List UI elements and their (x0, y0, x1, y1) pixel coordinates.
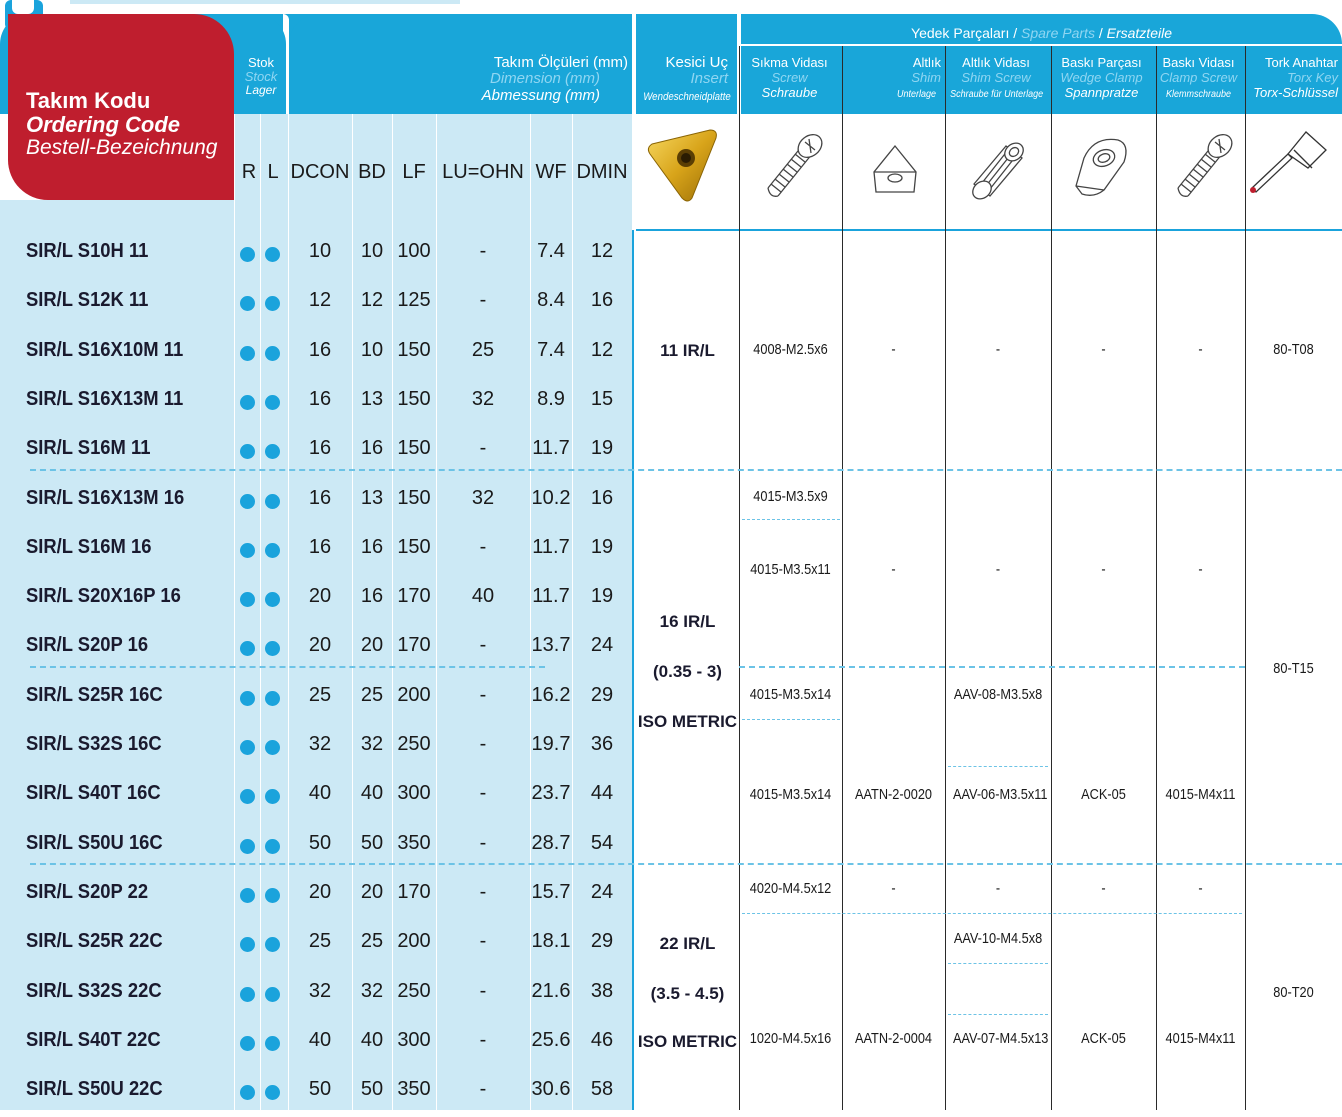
table-row (0, 970, 632, 1019)
g2-shim-screw-a: - (995, 561, 1001, 578)
col-bd: BD (358, 161, 386, 183)
lf: 150 (397, 387, 431, 410)
insert-g3-range: (3.5 - 4.5) (650, 984, 725, 1003)
ordering-code: SIR/L S12K 11 (26, 289, 149, 312)
stock-l-dot (265, 346, 280, 361)
bd: 16 (360, 585, 384, 608)
table-row (0, 772, 632, 821)
lu-ohn: 32 (471, 387, 495, 410)
divider (1156, 46, 1157, 1110)
ordering-code: SIR/L S40T 22C (26, 1028, 161, 1051)
g1-clamp-screw: - (1198, 341, 1203, 358)
divider (392, 114, 393, 1110)
cell-separator (742, 719, 840, 720)
col-dmin: DMIN (576, 161, 628, 183)
stock-l-dot (265, 740, 280, 755)
spare-col-2-tr: Altlık Vidası (962, 55, 1030, 70)
g3-shim-screw-c: AAV-07-M4.5x13 (952, 1030, 1049, 1047)
screw-icon (756, 128, 828, 208)
stock-r-dot (240, 839, 255, 854)
dcon: 50 (308, 1078, 332, 1101)
g3-screw-b: 1020-M4.5x16 (749, 1030, 832, 1047)
lu-ohn: - (479, 289, 487, 312)
g2-shim-a: - (891, 561, 896, 578)
dcon: 12 (308, 289, 332, 312)
header-image-row-line (636, 229, 1342, 231)
g2-screw-b: 4015-M3.5x11 (750, 561, 831, 578)
spare-parts-sep: / (1098, 25, 1103, 41)
shim-screw-icon (960, 128, 1032, 208)
g1-key: 80-T08 (1273, 341, 1314, 358)
insert-g2-std: ISO METRIC (637, 712, 738, 731)
g2-key: 80-T15 (1273, 660, 1314, 677)
bd: 50 (360, 1078, 384, 1101)
stock-l-dot (265, 987, 280, 1002)
lu-ohn: - (479, 733, 487, 755)
bd: 12 (360, 289, 384, 312)
group-separator (30, 469, 1342, 471)
subgroup-separator (30, 666, 545, 668)
dcon: 32 (308, 733, 332, 755)
dmin: 15 (590, 387, 614, 410)
lu-ohn: - (479, 437, 487, 460)
dcon: 40 (308, 782, 332, 805)
divider (945, 46, 946, 1110)
stock-l-dot (265, 888, 280, 903)
ordering-code: SIR/L S40T 16C (26, 782, 161, 805)
stock-l-dot (265, 789, 280, 804)
lu-ohn: 25 (471, 338, 495, 361)
stock-l-dot (265, 937, 280, 952)
lf: 100 (397, 240, 431, 262)
g2-screw-d: 4015-M3.5x14 (749, 786, 832, 803)
divider (1051, 46, 1052, 1110)
lf: 350 (397, 1078, 431, 1101)
col-lu-ohn: LU=OHN (442, 161, 524, 183)
wf: 28.7 (531, 831, 571, 854)
lu-ohn: - (479, 240, 487, 262)
corner-tab-notch (12, 0, 34, 14)
dcon: 32 (308, 979, 332, 1002)
g2-shim-b: AATN-2-0020 (854, 786, 933, 803)
dimension-label-en: Dimension (mm) (489, 70, 600, 87)
wf: 15.7 (531, 880, 571, 903)
divider (436, 114, 437, 1110)
g3-clamp-screw-a: - (1198, 880, 1203, 897)
spare-parts-tr: Yedek Parçaları / (911, 25, 1018, 41)
lu-ohn: 32 (471, 486, 495, 509)
stock-r-dot (240, 691, 255, 706)
col-wf: WF (535, 161, 567, 183)
bd: 16 (360, 437, 384, 460)
wf: 11.7 (532, 585, 570, 608)
g2-clamp-a: - (1101, 561, 1106, 578)
stock-l-dot (265, 592, 280, 607)
divider (739, 46, 740, 1110)
dmin: 58 (590, 1078, 614, 1101)
dmin: 16 (590, 289, 614, 312)
table-row (0, 378, 632, 427)
stock-l-dot (265, 494, 280, 509)
spare-col-4-en: Clamp Screw (1159, 70, 1238, 85)
bd: 50 (360, 831, 384, 854)
stock-l-dot (265, 1036, 280, 1051)
dcon: 25 (308, 930, 332, 953)
stock-r-dot (240, 247, 255, 262)
stock-l-dot (265, 839, 280, 854)
stock-r-dot (240, 987, 255, 1002)
wf: 8.4 (537, 289, 565, 312)
lu-ohn: - (479, 831, 487, 854)
lf: 200 (397, 683, 431, 706)
g1-screw: 4008-M2.5x6 (753, 341, 828, 358)
lf: 125 (397, 289, 431, 312)
g2-clamp-screw-b: 4015-M4x11 (1165, 786, 1236, 803)
spare-col-0-tr: Sıkma Vidası (751, 55, 828, 70)
stock-r-dot (240, 592, 255, 607)
bd: 13 (360, 387, 384, 410)
dmin: 36 (590, 733, 614, 755)
g3-shim-screw-b: AAV-10-M4.5x8 (953, 930, 1043, 947)
subgroup-separator (739, 666, 1245, 668)
g3-shim-screw-a: - (995, 880, 1001, 897)
ordering-code: SIR/L S50U 22C (26, 1078, 163, 1101)
wf: 13.7 (531, 634, 571, 657)
table-row (0, 526, 632, 575)
ordering-code: SIR/L S25R 22C (26, 930, 163, 953)
ordering-code: SIR/L S16M 11 (26, 437, 151, 460)
divider (1245, 46, 1246, 1110)
lu-ohn: - (479, 930, 487, 953)
spare-col-5-en: Torx Key (1287, 70, 1338, 85)
wf: 11.7 (532, 535, 570, 558)
lu-ohn: - (479, 535, 487, 558)
stock-r-dot (240, 937, 255, 952)
wf: 21.6 (531, 979, 571, 1002)
insert-label-de: Wendeschneidplatte (643, 91, 731, 103)
bd: 32 (360, 979, 384, 1002)
dmin: 19 (590, 437, 614, 460)
stock-l-dot (265, 543, 280, 558)
ordering-code-de: Bestell-Bezeichnung (26, 136, 218, 159)
g2-shim-screw-b: AAV-08-M3.5x8 (953, 686, 1043, 703)
spare-col-1-de: Unterlage (897, 89, 937, 100)
dmin: 19 (590, 535, 614, 558)
spare-col-4-tr: Baskı Vidası (1162, 55, 1235, 70)
lf: 250 (397, 733, 431, 755)
wf: 25.6 (531, 1028, 571, 1051)
spare-col-4-de: Klemmschraube (1165, 89, 1232, 100)
ordering-code: SIR/L S16X13M 11 (26, 387, 184, 410)
g3-clamp-a: - (1101, 880, 1106, 897)
g2-clamp-b: ACK-05 (1081, 786, 1126, 803)
stock-label-de: Lager (245, 83, 277, 97)
bd: 13 (360, 486, 384, 509)
ordering-code: SIR/L S20P 16 (26, 634, 149, 657)
spare-col-1-en: Shim (911, 70, 941, 85)
dimension-label-de: Abmessung (mm) (481, 87, 600, 104)
dmin: 29 (590, 930, 614, 953)
stock-r-dot (240, 494, 255, 509)
stock-l-dot (265, 691, 280, 706)
divider (530, 114, 531, 1110)
lf: 150 (397, 535, 431, 558)
insert-image (644, 124, 726, 210)
g3-shim-b: AATN-2-0004 (854, 1030, 933, 1047)
dcon: 16 (308, 535, 332, 558)
insert-label-en: Insert (690, 70, 728, 87)
table-row (0, 477, 632, 526)
lu-ohn: - (479, 634, 487, 657)
lu-ohn: - (479, 782, 487, 805)
stock-r-dot (240, 444, 255, 459)
divider (352, 114, 353, 1110)
spare-col-3-tr: Baskı Parçası (1061, 55, 1142, 70)
dmin: 38 (590, 979, 614, 1002)
spare-parts-en: Spare Parts (1021, 25, 1095, 41)
lf: 170 (397, 880, 431, 903)
lu-ohn: - (479, 1028, 487, 1051)
ordering-code: SIR/L S16M 16 (26, 535, 152, 558)
spare-col-5-tr: Tork Anahtar (1265, 55, 1338, 70)
lf: 150 (397, 486, 431, 509)
torx-key-icon (1248, 124, 1336, 214)
divider (842, 46, 843, 1110)
g3-clamp-screw-b: 4015-M4x11 (1165, 1030, 1236, 1047)
ordering-code-en: Ordering Code (26, 112, 181, 137)
ordering-code: SIR/L S10H 11 (26, 240, 149, 262)
dcon: 50 (308, 831, 332, 854)
spare-parts-title (741, 27, 1342, 40)
lf: 150 (397, 338, 431, 361)
cell-separator (948, 963, 1048, 964)
ordering-code: SIR/L S20X16P 16 (26, 585, 181, 608)
dmin: 16 (590, 486, 614, 509)
spare-parts-de: Ersatzteile (1106, 25, 1172, 41)
g2-clamp-screw-a: - (1198, 561, 1203, 578)
g1-clamp: - (1101, 341, 1106, 358)
spare-col-3-de: Spannpratze (1064, 85, 1139, 100)
dcon: 20 (308, 634, 332, 657)
dcon: 40 (308, 1028, 332, 1051)
cell-separator (948, 766, 1048, 767)
stock-l-dot (265, 641, 280, 656)
dcon: 16 (308, 338, 332, 361)
dcon: 16 (308, 437, 332, 460)
lu-ohn: - (479, 979, 487, 1002)
col-lf: LF (402, 161, 426, 183)
stock-l-dot (265, 1085, 280, 1100)
wf: 8.9 (537, 387, 565, 410)
ordering-code: SIR/L S16X10M 11 (26, 338, 184, 361)
dimension-label-tr: Takım Ölçüleri (mm) (493, 54, 628, 71)
dcon: 25 (308, 683, 332, 706)
g1-shim: - (891, 341, 896, 358)
insert-g1: 11 IR/L (660, 341, 715, 360)
top-rule (70, 0, 460, 4)
stock-r-dot (240, 395, 255, 410)
divider (260, 114, 261, 1110)
insert-g2-name: 16 IR/L (659, 612, 716, 631)
dcon: 16 (308, 387, 332, 410)
stock-l-dot (265, 395, 280, 410)
table-row (0, 230, 632, 279)
lf: 300 (397, 782, 431, 805)
dmin: 12 (590, 240, 614, 262)
g2-shim-screw-c: AAV-06-M3.5x11 (952, 786, 1048, 803)
dcon: 20 (308, 880, 332, 903)
bd: 20 (360, 634, 384, 657)
lf: 170 (397, 634, 431, 657)
bd: 40 (360, 782, 384, 805)
wf: 16.2 (531, 683, 571, 706)
dmin: 54 (590, 831, 614, 854)
table-row (0, 920, 632, 969)
g3-key: 80-T20 (1273, 984, 1314, 1001)
ordering-code: SIR/L S32S 16C (26, 733, 162, 755)
insert-g3-std: ISO METRIC (637, 1032, 738, 1051)
g2-screw-a: 4015-M3.5x9 (753, 488, 828, 505)
stock-l-dot (265, 444, 280, 459)
ordering-code: SIR/L S25R 16C (26, 683, 163, 706)
divider-insert-left (632, 230, 634, 1110)
dmin: 24 (590, 634, 614, 657)
insert-g3-name: 22 IR/L (659, 934, 716, 953)
bd: 10 (360, 338, 384, 361)
dcon: 20 (308, 585, 332, 608)
lf: 150 (397, 437, 431, 460)
spare-col-1-tr: Altlık (912, 55, 941, 70)
ordering-code: SIR/L S16X13M 16 (26, 486, 185, 509)
divider (572, 114, 573, 1110)
lu-ohn: - (479, 683, 487, 706)
stock-r-dot (240, 346, 255, 361)
dcon: 10 (308, 240, 332, 262)
wf: 7.4 (537, 338, 565, 361)
table-row (0, 871, 632, 920)
divider (234, 114, 235, 1110)
stock-label-en: Stock (244, 69, 278, 84)
spare-col-2-en: Shim Screw (961, 70, 1031, 85)
bd: 32 (360, 733, 384, 755)
dmin: 12 (590, 338, 614, 361)
wf: 18.1 (531, 930, 571, 953)
stock-label-tr: Stok (247, 55, 274, 70)
g2-screw-c: 4015-M3.5x14 (749, 686, 832, 703)
wf: 10.2 (531, 486, 571, 509)
lf: 350 (397, 831, 431, 854)
cell-separator (742, 913, 1242, 914)
stock-r-dot (240, 1085, 255, 1100)
ordering-code-tr: Takım Kodu (26, 88, 151, 113)
spare-parts-divider (741, 44, 1342, 46)
lu-ohn: 40 (471, 585, 495, 608)
lu-ohn: - (479, 880, 487, 903)
spare-col-5-de: Torx-Schlüssel (1253, 85, 1338, 100)
table-row (0, 674, 632, 723)
table-row (0, 723, 632, 772)
wf: 7.4 (537, 240, 565, 262)
wf: 11.7 (532, 437, 570, 460)
spare-col-0-en: Screw (771, 70, 808, 85)
ordering-code-block (8, 14, 234, 200)
bd: 40 (360, 1028, 384, 1051)
stock-r-dot (240, 740, 255, 755)
dmin: 24 (590, 880, 614, 903)
table-row (0, 1019, 632, 1068)
g1-shim-screw: - (995, 341, 1001, 358)
lf: 300 (397, 1028, 431, 1051)
g3-clamp-b: ACK-05 (1081, 1030, 1126, 1047)
shim-icon (868, 142, 922, 198)
ordering-code: SIR/L S50U 16C (26, 831, 163, 854)
col-dcon: DCON (290, 161, 350, 183)
stock-r-dot (240, 1036, 255, 1051)
insert-label-tr: Kesici Uç (665, 54, 728, 71)
stock-r-dot (240, 789, 255, 804)
table-row (0, 329, 632, 378)
lf: 200 (397, 930, 431, 953)
bd: 25 (360, 683, 384, 706)
stock-l-dot (265, 247, 280, 262)
divider (288, 114, 289, 1110)
table-row (0, 575, 632, 624)
ordering-code: SIR/L S20P 22 (26, 880, 149, 903)
ordering-code: SIR/L S32S 22C (26, 979, 162, 1002)
wf: 30.6 (531, 1078, 571, 1101)
wf: 23.7 (531, 782, 571, 805)
group-separator (30, 863, 1342, 865)
stock-l-dot (265, 296, 280, 311)
cell-separator (948, 1014, 1048, 1015)
col-r: R (241, 161, 257, 183)
bd: 10 (360, 240, 384, 262)
lf: 170 (397, 585, 431, 608)
stock-r-dot (240, 888, 255, 903)
dmin: 46 (590, 1028, 614, 1051)
table-row (0, 279, 632, 328)
stock-r-dot (240, 641, 255, 656)
spare-col-0-de: Schraube (761, 85, 818, 100)
bd: 16 (360, 535, 384, 558)
bd: 25 (360, 930, 384, 953)
lu-ohn: - (479, 1078, 487, 1101)
stock-r-dot (240, 296, 255, 311)
insert-g2-range: (0.35 - 3) (653, 662, 722, 681)
clamp-screw-icon (1166, 128, 1238, 208)
g3-shim-a: - (891, 880, 896, 897)
bd: 20 (360, 880, 384, 903)
cell-separator (742, 519, 840, 520)
spare-col-2-de: Schraube für Unterlage (950, 89, 1044, 100)
wedge-clamp-icon (1064, 126, 1136, 206)
col-l: L (267, 161, 279, 183)
dmin: 19 (590, 585, 614, 608)
lf: 250 (397, 979, 431, 1002)
dmin: 29 (590, 683, 614, 706)
stock-r-dot (240, 543, 255, 558)
g3-screw-a: 4020-M4.5x12 (749, 880, 832, 897)
dcon: 16 (308, 486, 332, 509)
spare-col-3-en: Wedge Clamp (1060, 70, 1143, 85)
dmin: 44 (590, 782, 614, 805)
wf: 19.7 (531, 733, 571, 755)
